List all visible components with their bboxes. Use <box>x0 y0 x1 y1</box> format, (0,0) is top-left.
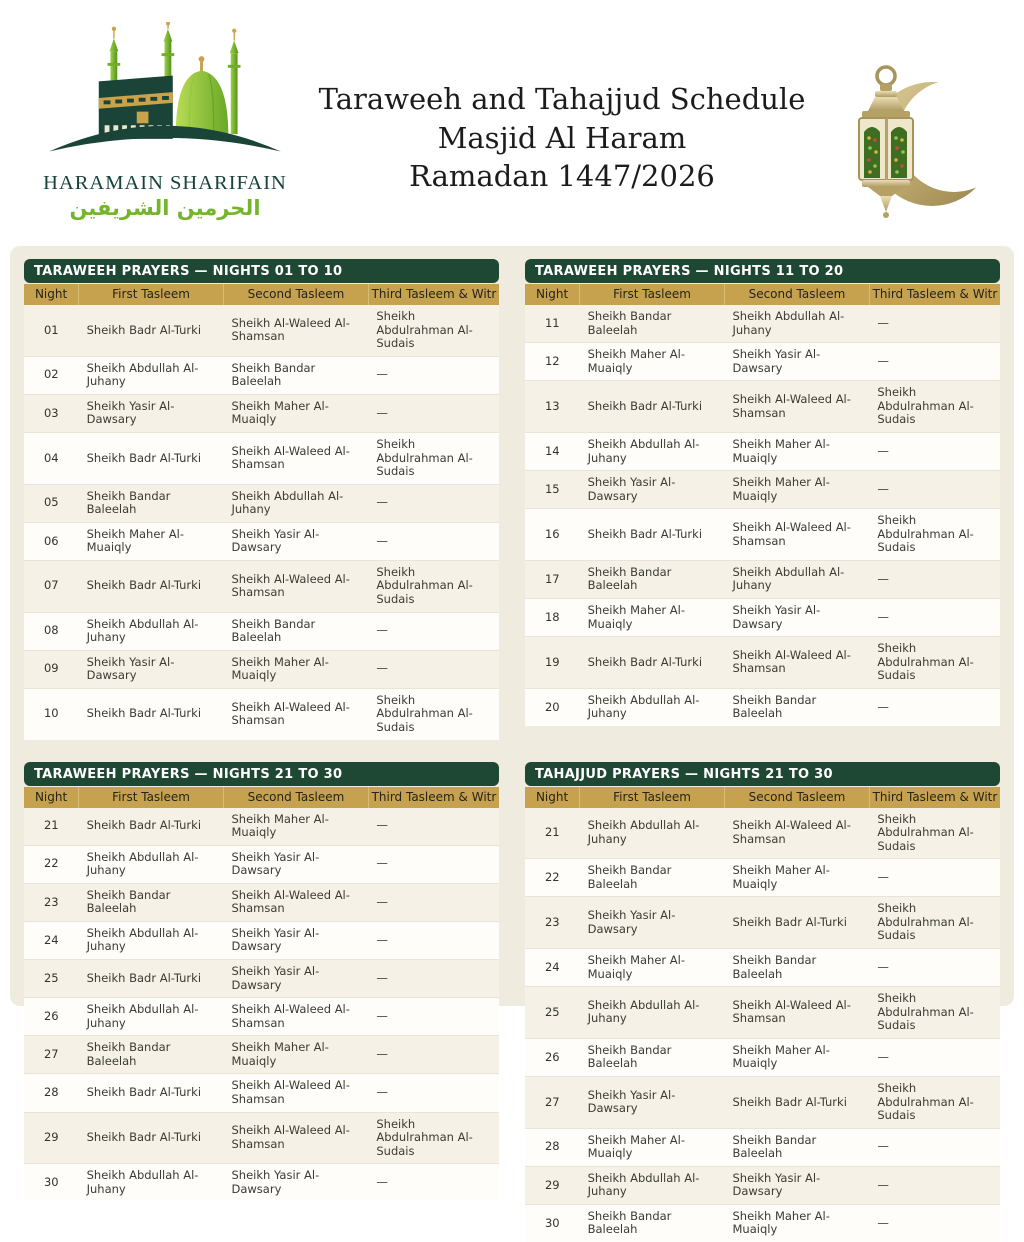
cell-first-tasleem: Sheikh Yasir Al-Dawsary <box>580 1076 725 1128</box>
table-row <box>525 1204 1000 1242</box>
cell-second-tasleem: Sheikh Bandar Baleelah <box>725 1128 870 1166</box>
table-row <box>525 599 1000 637</box>
cell-second-tasleem: Sheikh Yasir Al-Dawsary <box>224 960 369 998</box>
col-header-first-tasleem: First Tasleem <box>580 787 725 808</box>
cell-night: 24 <box>24 921 79 959</box>
table-title-bar: TARAWEEH PRAYERS — NIGHTS 21 TO 30 <box>24 762 499 786</box>
cell-first-tasleem: Sheikh Bandar Baleelah <box>580 859 725 897</box>
cell-third-tasleem-witr: — <box>869 560 1000 598</box>
column-header-row <box>525 284 1000 305</box>
cell-first-tasleem: Sheikh Badr Al-Turki <box>79 1074 224 1112</box>
cell-second-tasleem: Sheikh Bandar Baleelah <box>725 949 870 987</box>
cell-night: 25 <box>24 960 79 998</box>
table-row <box>24 1074 499 1112</box>
table-row <box>24 356 499 394</box>
col-header-night: Night <box>525 284 580 305</box>
cell-first-tasleem: Sheikh Yasir Al-Dawsary <box>79 650 224 688</box>
cell-night: 12 <box>525 343 580 381</box>
cell-night: 07 <box>24 560 79 612</box>
cell-night: 11 <box>525 305 580 343</box>
cell-night: 16 <box>525 509 580 561</box>
cell-third-tasleem-witr: Sheikh Abdulrahman Al-Sudais <box>869 381 1000 433</box>
cell-night: 27 <box>525 1076 580 1128</box>
cell-first-tasleem: Sheikh Bandar Baleelah <box>79 883 224 921</box>
table-body <box>525 808 1000 1242</box>
col-header-first-tasleem: First Tasleem <box>79 787 224 808</box>
cell-night: 23 <box>24 883 79 921</box>
table-row <box>525 637 1000 689</box>
cell-second-tasleem: Sheikh Maher Al-Muaiqly <box>725 432 870 470</box>
cell-night: 29 <box>525 1166 580 1204</box>
cell-first-tasleem: Sheikh Bandar Baleelah <box>580 1204 725 1242</box>
cell-third-tasleem-witr: Sheikh Abdulrahman Al-Sudais <box>869 637 1000 689</box>
table-row <box>525 381 1000 433</box>
cell-third-tasleem-witr: — <box>368 960 499 998</box>
cell-night: 22 <box>24 845 79 883</box>
cell-first-tasleem: Sheikh Maher Al-Muaiqly <box>79 522 224 560</box>
cell-third-tasleem-witr: — <box>869 471 1000 509</box>
title-line-2: Masjid Al Haram <box>296 119 828 158</box>
cell-first-tasleem: Sheikh Badr Al-Turki <box>79 305 224 356</box>
table-row <box>24 688 499 739</box>
cell-night: 28 <box>525 1128 580 1166</box>
cell-third-tasleem-witr: Sheikh Abdulrahman Al-Sudais <box>869 1076 1000 1128</box>
cell-second-tasleem: Sheikh Bandar Baleelah <box>224 356 369 394</box>
table-row <box>24 612 499 650</box>
cell-first-tasleem: Sheikh Bandar Baleelah <box>580 1038 725 1076</box>
logo-arabic-title: الحرمين الشريفين <box>34 196 296 220</box>
table-row <box>525 1166 1000 1204</box>
prayer-table <box>525 284 1000 726</box>
cell-night: 09 <box>24 650 79 688</box>
col-header-second-tasleem: Second Tasleem <box>725 284 870 305</box>
cell-second-tasleem: Sheikh Maher Al-Muaiqly <box>224 1036 369 1074</box>
table-row <box>525 471 1000 509</box>
cell-first-tasleem: Sheikh Abdullah Al-Juhany <box>580 987 725 1039</box>
cell-night: 29 <box>24 1112 79 1164</box>
cell-first-tasleem: Sheikh Maher Al-Muaiqly <box>580 343 725 381</box>
logo-title: HARAMAIN SHARIFAIN <box>34 172 296 195</box>
cell-night: 26 <box>525 1038 580 1076</box>
cell-night: 04 <box>24 432 79 484</box>
cell-night: 18 <box>525 599 580 637</box>
table-row <box>24 1164 499 1202</box>
table-body <box>24 305 499 740</box>
cell-first-tasleem: Sheikh Bandar Baleelah <box>79 484 224 522</box>
cell-second-tasleem: Sheikh Abdullah Al-Juhany <box>224 484 369 522</box>
table-taraweeh-01-10 <box>24 259 499 740</box>
table-row <box>24 560 499 612</box>
cell-night: 02 <box>24 356 79 394</box>
cell-third-tasleem-witr: — <box>869 432 1000 470</box>
cell-second-tasleem: Sheikh Maher Al-Muaiqly <box>725 1204 870 1242</box>
cell-second-tasleem: Sheikh Yasir Al-Dawsary <box>224 845 369 883</box>
cell-second-tasleem: Sheikh Yasir Al-Dawsary <box>725 343 870 381</box>
cell-first-tasleem: Sheikh Abdullah Al-Juhany <box>79 845 224 883</box>
cell-first-tasleem: Sheikh Badr Al-Turki <box>79 688 224 739</box>
ramadan-lantern-crescent-icon <box>828 60 1006 225</box>
cell-night: 01 <box>24 305 79 356</box>
cell-third-tasleem-witr: — <box>869 305 1000 343</box>
cell-second-tasleem: Sheikh Yasir Al-Dawsary <box>224 522 369 560</box>
table-row <box>525 808 1000 859</box>
cell-third-tasleem-witr: — <box>368 612 499 650</box>
schedule-panel <box>10 246 1014 1006</box>
table-row <box>525 509 1000 561</box>
cell-second-tasleem: Sheikh Al-Waleed Al-Shamsan <box>725 637 870 689</box>
page-title <box>296 80 828 196</box>
cell-first-tasleem: Sheikh Yasir Al-Dawsary <box>580 897 725 949</box>
cell-third-tasleem-witr: — <box>368 1074 499 1112</box>
cell-night: 23 <box>525 897 580 949</box>
cell-third-tasleem-witr: — <box>869 1204 1000 1242</box>
cell-second-tasleem: Sheikh Badr Al-Turki <box>725 897 870 949</box>
prayer-table <box>24 787 499 1202</box>
table-row <box>24 883 499 921</box>
haramain-logo <box>34 22 296 220</box>
cell-third-tasleem-witr: — <box>368 1164 499 1202</box>
column-header-row <box>525 787 1000 808</box>
cell-first-tasleem: Sheikh Badr Al-Turki <box>79 808 224 846</box>
column-header-row <box>24 284 499 305</box>
table-row <box>525 1076 1000 1128</box>
cell-second-tasleem: Sheikh Al-Waleed Al-Shamsan <box>224 432 369 484</box>
cell-second-tasleem: Sheikh Maher Al-Muaiqly <box>224 650 369 688</box>
cell-first-tasleem: Sheikh Abdullah Al-Juhany <box>580 688 725 726</box>
table-title-bar: TARAWEEH PRAYERS — NIGHTS 11 TO 20 <box>525 259 1000 283</box>
cell-first-tasleem: Sheikh Badr Al-Turki <box>580 509 725 561</box>
cell-third-tasleem-witr: — <box>869 1166 1000 1204</box>
cell-third-tasleem-witr: — <box>869 949 1000 987</box>
cell-third-tasleem-witr: — <box>368 921 499 959</box>
cell-third-tasleem-witr: Sheikh Abdulrahman Al-Sudais <box>368 432 499 484</box>
cell-third-tasleem-witr: — <box>368 650 499 688</box>
cell-night: 10 <box>24 688 79 739</box>
cell-third-tasleem-witr: — <box>368 394 499 432</box>
cell-night: 21 <box>24 808 79 846</box>
cell-second-tasleem: Sheikh Yasir Al-Dawsary <box>224 1164 369 1202</box>
cell-second-tasleem: Sheikh Yasir Al-Dawsary <box>224 921 369 959</box>
cell-second-tasleem: Sheikh Yasir Al-Dawsary <box>725 599 870 637</box>
cell-night: 30 <box>525 1204 580 1242</box>
cell-night: 27 <box>24 1036 79 1074</box>
cell-night: 20 <box>525 688 580 726</box>
green-dome-icon <box>176 56 229 136</box>
cell-first-tasleem: Sheikh Maher Al-Muaiqly <box>580 1128 725 1166</box>
table-row <box>525 432 1000 470</box>
cell-night: 05 <box>24 484 79 522</box>
table-row <box>525 859 1000 897</box>
col-header-night: Night <box>24 284 79 305</box>
cell-night: 25 <box>525 987 580 1039</box>
cell-night: 22 <box>525 859 580 897</box>
prayer-table <box>525 787 1000 1242</box>
cell-night: 13 <box>525 381 580 433</box>
cell-night: 24 <box>525 949 580 987</box>
col-header-second-tasleem: Second Tasleem <box>224 787 369 808</box>
cell-third-tasleem-witr: — <box>869 343 1000 381</box>
table-row <box>24 921 499 959</box>
cell-first-tasleem: Sheikh Yasir Al-Dawsary <box>580 471 725 509</box>
col-header-night: Night <box>24 787 79 808</box>
cell-first-tasleem: Sheikh Badr Al-Turki <box>79 432 224 484</box>
table-row <box>525 1038 1000 1076</box>
cell-night: 08 <box>24 612 79 650</box>
cell-first-tasleem: Sheikh Maher Al-Muaiqly <box>580 949 725 987</box>
cell-night: 26 <box>24 998 79 1036</box>
column-header-row <box>24 787 499 808</box>
cell-first-tasleem: Sheikh Bandar Baleelah <box>79 1036 224 1074</box>
cell-night: 15 <box>525 471 580 509</box>
cell-second-tasleem: Sheikh Al-Waleed Al-Shamsan <box>725 381 870 433</box>
lantern-wrap <box>828 60 1006 229</box>
cell-second-tasleem: Sheikh Badr Al-Turki <box>725 1076 870 1128</box>
cell-first-tasleem: Sheikh Abdullah Al-Juhany <box>79 921 224 959</box>
cell-second-tasleem: Sheikh Abdullah Al-Juhany <box>725 305 870 343</box>
cell-first-tasleem: Sheikh Abdullah Al-Juhany <box>79 1164 224 1202</box>
cell-second-tasleem: Sheikh Yasir Al-Dawsary <box>725 1166 870 1204</box>
cell-first-tasleem: Sheikh Yasir Al-Dawsary <box>79 394 224 432</box>
cell-third-tasleem-witr: Sheikh Abdulrahman Al-Sudais <box>368 1112 499 1164</box>
table-row <box>24 650 499 688</box>
cell-first-tasleem: Sheikh Bandar Baleelah <box>580 305 725 343</box>
cell-second-tasleem: Sheikh Al-Waleed Al-Shamsan <box>725 987 870 1039</box>
table-row <box>24 305 499 356</box>
cell-third-tasleem-witr: — <box>368 845 499 883</box>
cell-third-tasleem-witr: — <box>869 688 1000 726</box>
table-row <box>525 688 1000 726</box>
table-title-bar: TAHAJJUD PRAYERS — NIGHTS 21 TO 30 <box>525 762 1000 786</box>
cell-third-tasleem-witr: — <box>368 883 499 921</box>
cell-second-tasleem: Sheikh Al-Waleed Al-Shamsan <box>224 560 369 612</box>
col-header-third-tasleem: Third Tasleem & Witr <box>368 284 499 305</box>
table-taraweeh-11-20 <box>525 259 1000 740</box>
cell-night: 19 <box>525 637 580 689</box>
cell-first-tasleem: Sheikh Abdullah Al-Juhany <box>79 356 224 394</box>
table-row <box>24 1036 499 1074</box>
cell-third-tasleem-witr: — <box>368 998 499 1036</box>
table-body <box>525 305 1000 726</box>
col-header-third-tasleem: Third Tasleem & Witr <box>368 787 499 808</box>
cell-first-tasleem: Sheikh Badr Al-Turki <box>79 560 224 612</box>
cell-third-tasleem-witr: Sheikh Abdulrahman Al-Sudais <box>368 305 499 356</box>
table-tahajjud-21-30 <box>525 762 1000 1242</box>
cell-second-tasleem: Sheikh Abdullah Al-Juhany <box>725 560 870 598</box>
cell-third-tasleem-witr: — <box>368 1036 499 1074</box>
table-row <box>525 987 1000 1039</box>
col-header-second-tasleem: Second Tasleem <box>224 284 369 305</box>
cell-third-tasleem-witr: — <box>368 808 499 846</box>
cell-second-tasleem: Sheikh Al-Waleed Al-Shamsan <box>725 509 870 561</box>
title-line-1: Taraweeh and Tahajjud Schedule <box>296 80 828 119</box>
cell-second-tasleem: Sheikh Maher Al-Muaiqly <box>224 808 369 846</box>
cell-first-tasleem: Sheikh Abdullah Al-Juhany <box>580 432 725 470</box>
col-header-first-tasleem: First Tasleem <box>79 284 224 305</box>
table-row <box>24 522 499 560</box>
table-row <box>525 305 1000 343</box>
cell-first-tasleem: Sheikh Bandar Baleelah <box>580 560 725 598</box>
cell-third-tasleem-witr: — <box>368 356 499 394</box>
col-header-first-tasleem: First Tasleem <box>580 284 725 305</box>
cell-third-tasleem-witr: Sheikh Abdulrahman Al-Sudais <box>368 688 499 739</box>
cell-first-tasleem: Sheikh Abdullah Al-Juhany <box>79 998 224 1036</box>
cell-third-tasleem-witr: — <box>368 484 499 522</box>
table-row <box>525 343 1000 381</box>
cell-night: 06 <box>24 522 79 560</box>
cell-third-tasleem-witr: Sheikh Abdulrahman Al-Sudais <box>869 808 1000 859</box>
cell-third-tasleem-witr: — <box>869 599 1000 637</box>
table-row <box>24 998 499 1036</box>
cell-second-tasleem: Sheikh Al-Waleed Al-Shamsan <box>224 305 369 356</box>
table-taraweeh-21-30 <box>24 762 499 1242</box>
cell-night: 14 <box>525 432 580 470</box>
cell-first-tasleem: Sheikh Abdullah Al-Juhany <box>580 1166 725 1204</box>
cell-first-tasleem: Sheikh Maher Al-Muaiqly <box>580 599 725 637</box>
cell-second-tasleem: Sheikh Al-Waleed Al-Shamsan <box>224 1112 369 1164</box>
cell-first-tasleem: Sheikh Badr Al-Turki <box>580 637 725 689</box>
cell-third-tasleem-witr: Sheikh Abdulrahman Al-Sudais <box>869 509 1000 561</box>
cell-third-tasleem-witr: Sheikh Abdulrahman Al-Sudais <box>869 987 1000 1039</box>
cell-second-tasleem: Sheikh Maher Al-Muaiqly <box>725 859 870 897</box>
table-row <box>24 808 499 846</box>
cell-second-tasleem: Sheikh Maher Al-Muaiqly <box>725 1038 870 1076</box>
cell-second-tasleem: Sheikh Maher Al-Muaiqly <box>224 394 369 432</box>
cell-first-tasleem: Sheikh Abdullah Al-Juhany <box>79 612 224 650</box>
cell-third-tasleem-witr: Sheikh Abdulrahman Al-Sudais <box>869 897 1000 949</box>
cell-second-tasleem: Sheikh Al-Waleed Al-Shamsan <box>224 688 369 739</box>
cell-third-tasleem-witr: — <box>869 1038 1000 1076</box>
cell-third-tasleem-witr: — <box>869 1128 1000 1166</box>
cell-second-tasleem: Sheikh Bandar Baleelah <box>725 688 870 726</box>
table-title-bar: TARAWEEH PRAYERS — NIGHTS 01 TO 10 <box>24 259 499 283</box>
cell-first-tasleem: Sheikh Badr Al-Turki <box>79 960 224 998</box>
col-header-night: Night <box>525 787 580 808</box>
cell-second-tasleem: Sheikh Al-Waleed Al-Shamsan <box>224 883 369 921</box>
cell-second-tasleem: Sheikh Bandar Baleelah <box>224 612 369 650</box>
table-row <box>24 1112 499 1164</box>
table-row <box>525 897 1000 949</box>
col-header-second-tasleem: Second Tasleem <box>725 787 870 808</box>
col-header-third-tasleem: Third Tasleem & Witr <box>869 284 1000 305</box>
cell-night: 21 <box>525 808 580 859</box>
table-row <box>24 394 499 432</box>
cell-night: 03 <box>24 394 79 432</box>
kaaba-mosque-icon <box>43 22 287 172</box>
prayer-table <box>24 284 499 740</box>
table-body <box>24 808 499 1202</box>
table-row <box>24 845 499 883</box>
cell-night: 17 <box>525 560 580 598</box>
table-row <box>24 432 499 484</box>
cell-first-tasleem: Sheikh Badr Al-Turki <box>79 1112 224 1164</box>
table-row <box>525 949 1000 987</box>
cell-night: 30 <box>24 1164 79 1202</box>
table-row <box>24 484 499 522</box>
cell-second-tasleem: Sheikh Maher Al-Muaiqly <box>725 471 870 509</box>
table-row <box>525 1128 1000 1166</box>
cell-second-tasleem: Sheikh Al-Waleed Al-Shamsan <box>224 1074 369 1112</box>
table-row <box>525 560 1000 598</box>
cell-third-tasleem-witr: — <box>368 522 499 560</box>
cell-first-tasleem: Sheikh Abdullah Al-Juhany <box>580 808 725 859</box>
cell-third-tasleem-witr: Sheikh Abdulrahman Al-Sudais <box>368 560 499 612</box>
col-header-third-tasleem: Third Tasleem & Witr <box>869 787 1000 808</box>
table-row <box>24 960 499 998</box>
cell-night: 28 <box>24 1074 79 1112</box>
cell-first-tasleem: Sheikh Badr Al-Turki <box>580 381 725 433</box>
page-header <box>0 0 1024 240</box>
cell-second-tasleem: Sheikh Al-Waleed Al-Shamsan <box>224 998 369 1036</box>
cell-second-tasleem: Sheikh Al-Waleed Al-Shamsan <box>725 808 870 859</box>
cell-third-tasleem-witr: — <box>869 859 1000 897</box>
title-line-3: Ramadan 1447/2026 <box>296 157 828 196</box>
